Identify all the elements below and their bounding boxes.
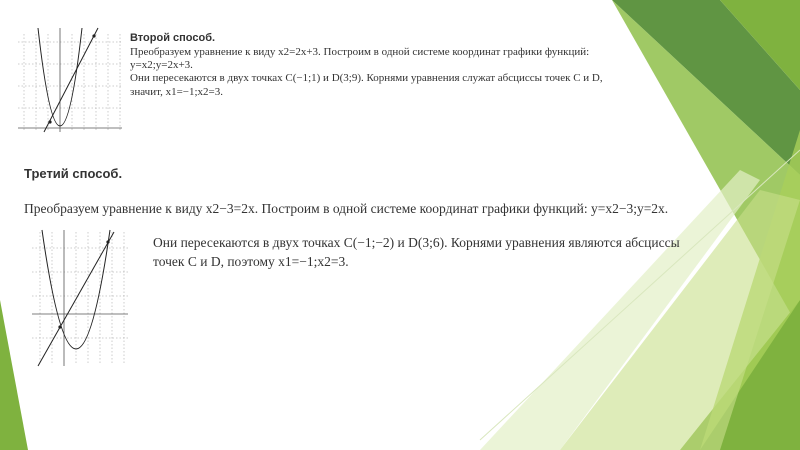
method2-text bbox=[130, 46, 650, 99]
point-c bbox=[58, 325, 61, 328]
method3-line1: Преобразуем уравнение к виду x2−3=2x. Построим в одной системе координат графики функций: y=x2−3;y=2x. bbox=[24, 201, 669, 216]
method2-line2: y=x2;y=2x+3. bbox=[130, 59, 193, 72]
method2-heading: Второй способ. bbox=[130, 32, 216, 44]
point-c bbox=[48, 120, 51, 123]
method2-block bbox=[130, 32, 650, 99]
method3-line2: Они пересекаются в двух точках C(−1;−2) и D(3;6). Корнями уравнения являются абсциссы bbox=[153, 235, 680, 250]
deco-bottom-left bbox=[0, 300, 28, 450]
point-d bbox=[106, 240, 109, 243]
method2-line3: Они пересекаются в двух точках C(−1;1) и D(3;9). Корнями уравнения служат абсциссы точек C и D, bbox=[130, 72, 603, 85]
graph-method3 bbox=[30, 228, 130, 368]
method2-line4: значит, x1=−1;x2=3. bbox=[130, 85, 223, 98]
method3-description bbox=[153, 234, 753, 272]
point-d bbox=[92, 34, 95, 37]
method3-line3: точек C и D, поэтому x1=−1;x2=3. bbox=[153, 253, 349, 269]
method3-heading: Третий способ. bbox=[24, 166, 123, 181]
graph-method2 bbox=[16, 24, 124, 136]
method2-line1: Преобразуем уравнение к виду x2=2x+3. Построим в одной системе координат графики функций: bbox=[130, 46, 590, 58]
